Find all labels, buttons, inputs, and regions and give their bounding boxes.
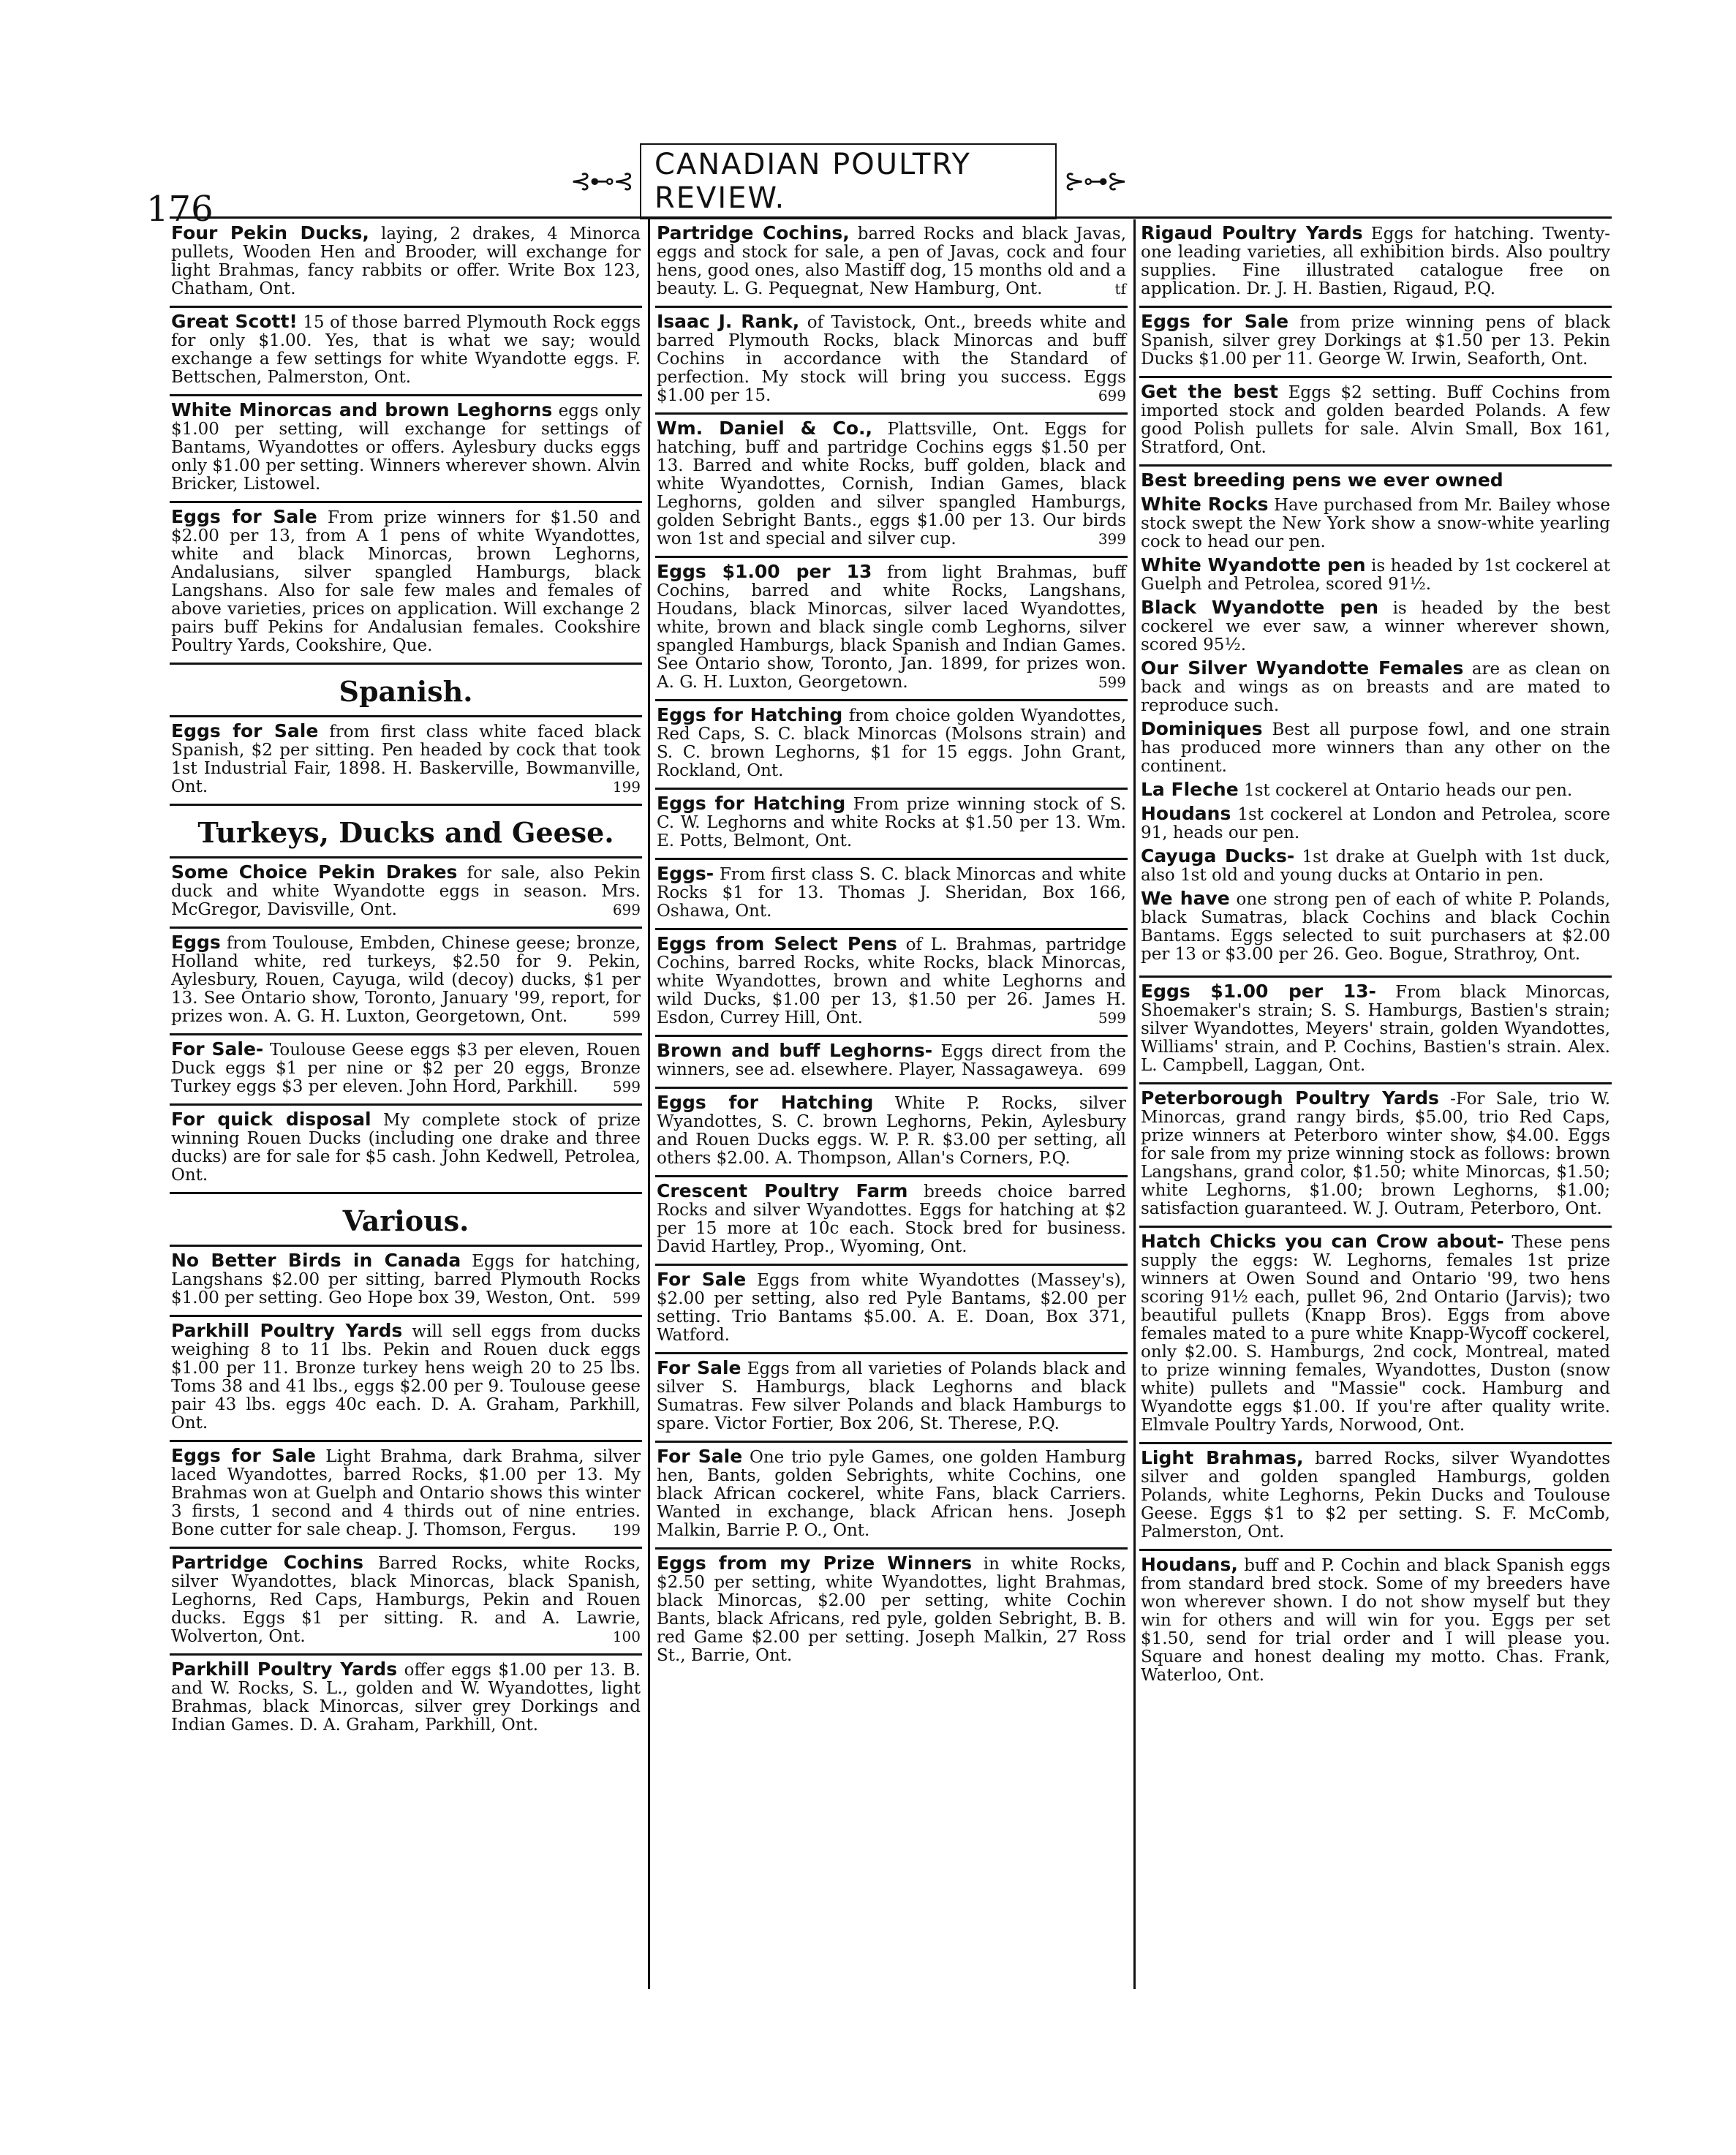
advertisement-text: will sell eggs from ducks weighing 8 to 11 lbs. Pekin and Rouen duck eggs $1.00 per 11. Bronze turkey hens weigh 20 to 25 lbs. Toms 38 and 41 lbs., eggs $2.00 per 9. Toulouse geese pair 43 lbs. eggs 40c each. D. A. Graham, Parkhill, Ont. [171,1322,641,1433]
advertisement-text: My complete stock of prize winning Rouen Ducks (including one drake and three ducks) are for sale for $5 cash. John Kedwell, Petrolea, Ont. [171,1111,641,1185]
advertisement-text: laying, 2 drakes, 4 Minorca pullets, Wooden Hen and Brooder, will exchange for light Brahmas, fancy rabbits or offer. Write Box 123, Chatham, Ont. [171,224,641,298]
advertisement-heading: For Sale- [171,1038,264,1060]
advertisement [1139,219,1612,308]
advertisement [655,1037,1128,1089]
advertisement-text: of L. Brahmas, partridge Cochins, barred Rocks, white Rocks, black Minorcas, white Wyandottes, brown and white Leghorns and wild Ducks, $1.00 per 13, $1.50 per 26. James H. Esdon, Currey Hill, Ont. [657,935,1126,1027]
advertisement [655,860,1128,930]
advertisement-entry [1141,804,1610,842]
advertisement [655,558,1128,701]
advertisement-text: Eggs for hatching. Twenty-one leading varieties, all exhibition birds. Also poultry supplies. Fine illustrated catalogue free on application. Dr. J. H. Bastien, Rigaud, P.Q. [1141,224,1610,298]
masthead-title: CANADIAN POULTRY REVIEW. [640,143,1057,219]
advertisement [170,1656,642,1739]
advertisement [170,1442,642,1549]
advertisement [655,1443,1128,1550]
advertisement [170,929,642,1035]
advertisement-text: eggs only $1.00 per setting, will exchange for settings of Bantams, Wyandottes or offers. Aylesbury ducks eggs only $1.00 per setting. Winners wherever shown. Alvin Bricker, Listowel. [171,401,641,494]
advertisement-group [1139,467,1612,978]
advertisement-text: one strong pen of each of white P. Polands, black Sumatras, black Cochins and black Cochin Bantams. Eggs selected to suit purchasers at $2.00 per 13 or $3.00 per 26. Geo. Bogue, Strathroy, Ont. [1141,890,1611,964]
page-number: 176 [146,189,214,230]
advertisement-text: barred Rocks and black Javas, eggs and stock for sale, a pen of Javas, cock and four hens, good ones, also Mastiff dog, 15 months old and a beauty. L. G. Pequegnat, New Hamburg, Ont. [657,224,1127,298]
advertisement-heading: For Sale [657,1357,741,1378]
advertisement [655,1550,1128,1669]
advertisement-text: in white Rocks, $2.50 per setting, white Wyandottes, light Brahmas, black Minorcas, $2.00 per setting, white Cochin Bants, black Africans, red pyle, golden Sebright, B. B. red Game $2.00 per setting. Joseph Malkin, 27 Ross St., Barrie, Ont. [657,1555,1126,1665]
advertisement-text: breeds choice barred Rocks and silver Wyandottes. Eggs for hatching at $2 per 15 more at 10c each. Stock bred for business. David Hartley, Prop., Wyoming, Ont. [657,1182,1126,1256]
advertisement-heading: Eggs for Sale [171,506,317,527]
advertisement-text: 1st cockerel at London and Petrolea, score 91, heads our pen. [1141,805,1611,842]
advertisement-heading: La Fleche [1141,779,1239,800]
advertisement-code: 599 [1098,673,1126,691]
advertisement-text: From black Minorcas, Shoemaker's strain; S. S. Hamburgs, Bastien's strain; silver Wyandottes, Meyers' strain, golden Wyandottes, Williams' strain, and P. Cochins, Bastien's strain. Alex. L. Campbell, Laggan, Ont. [1141,983,1610,1075]
advertisement-heading: Eggs for Sale [1141,311,1289,332]
advertisement-text: from Toulouse, Embden, Chinese geese; bronze, Holland white, red turkeys, $2.50 for 9. Pekin, Aylesbury, Rouen, Cayuga, wild (decoy) ducks, $1 per 13. See Ontario show, Toronto, January '99, report, for prizes won. A. G. H. Luxton, Georgetown, Ont. [171,934,641,1026]
advertisement-text: Toulouse Geese eggs $3 per eleven, Rouen Duck eggs $1 per nine or $2 per 20 eggs, Bronze Turkey eggs $3 per eleven. John Hord, Parkhill. [171,1041,641,1096]
advertisement-text: White P. Rocks, silver Wyandottes, S. C. brown Leghorns, Pekin, Aylesbury and Rouen Ducks eggs. W. P. R. $3.00 per setting, all others $2.00. A. Thompson, Allan's Corners, P.Q. [657,1094,1127,1168]
advertisement-heading: Eggs for Sale [171,1445,316,1466]
advertisement-heading: Our Silver Wyandotte Females [1141,657,1464,679]
advertisement-heading: Eggs for Hatching [657,1092,874,1113]
advertisement-heading: Wm. Daniel & Co., [657,418,873,439]
advertisement [170,1247,642,1317]
advertisement-heading: Best breeding pens we ever owned [1141,469,1503,491]
advertisement [655,1089,1128,1177]
advertisement-text: buff and P. Cochin and black Spanish eggs from standard bred stock. Some of my breeders have won wherever shown. I do not show myself but they win for others and will win for you. Eggs per set $1.50, send for trial order and I will please you. Square and honest dealing my motto. Chas. Frank, Waterloo, Ont. [1141,1556,1611,1685]
advertisement-heading: Eggs $1.00 per 13 [657,561,872,582]
advertisement-code: 699 [612,901,641,918]
advertisement-text: barred Rocks, silver Wyandottes silver and golden spangled Hamburgs, golden Polands, white Leghorns, Pekin Ducks and Toulouse Geese. Eggs $1 to $2 per setting. S. F. McComb, Palmerston, Ont. [1141,1449,1611,1541]
advertisement-heading: White Minorcas and brown Leghorns [171,399,553,420]
advertisement [655,790,1128,860]
advertisement [170,1035,642,1106]
advertisement-entry [1141,659,1610,715]
advertisement-heading: Brown and buff Leghorns- [657,1040,933,1061]
advertisement-heading: Eggs for Sale [171,720,319,741]
advertisement-text: is headed by the best cockerel we ever saw, a winner wherever shown, scored 95½. [1141,599,1610,654]
advertisement-heading: Eggs $1.00 per 13- [1141,981,1376,1002]
advertisement [1139,1551,1612,1689]
section-heading: Turkeys, Ducks and Geese. [170,806,642,858]
column-divider [1133,219,1136,1989]
advertisement-heading: Eggs from my Prize Winners [657,1552,973,1574]
advertisement-text: 1st cockerel at Ontario heads our pen. [1244,781,1573,800]
advertisement-heading: Four Pekin Ducks, [171,222,369,244]
advertisement [1139,978,1612,1084]
advertisement-heading: Eggs- [657,863,714,884]
advertisement [170,1549,642,1656]
column-2 [655,219,1128,1989]
advertisement-text: Eggs from white Wyandottes (Massey's), $2.00 per setting, also red Pyle Bantams, $2.00 per setting. Trio Bantams $5.00. A. E. Doan, Box 371, Watford. [657,1271,1126,1345]
advertisement-heading: Peterborough Poultry Yards [1141,1087,1439,1109]
advertisement-entry [1141,847,1610,885]
advertisement-heading: Crescent Poultry Farm [657,1180,908,1201]
advertisement [655,701,1128,790]
advertisement-text: of Tavistock, Ont., breeds white and barred Plymouth Rocks, black Minorcas and buff Cochins in accordance with the Standard of perfection. My stock will bring you success. Eggs $1.00 per 15. [657,313,1127,405]
advertisement-code: 599 [612,1078,641,1095]
advertisement-heading: We have [1141,888,1230,909]
advertisement-code: 199 [612,1521,641,1539]
advertisement-text: From prize winning stock of S. C. W. Leghorns and white Rocks at $1.50 per 13. Wm. E. Potts, Belmont, Ont. [657,795,1126,850]
advertisement-text: Eggs $2 setting. Buff Cochins from imported stock and golden bearded Polands. A few good Polish pullets for sale. Alvin Small, Box 161, Stratford, Ont. [1141,383,1611,457]
advertisement-heading: Eggs for Hatching [657,793,846,814]
advertisement [655,1266,1128,1354]
advertisement-code: 599 [1098,1009,1126,1027]
advertisement-entry [1141,556,1610,594]
advertisement-heading: Black Wyandotte pen [1141,597,1378,618]
advertisement-heading: Houdans, [1141,1554,1238,1575]
advertisement-heading: Isaac J. Rank, [657,311,800,332]
advertisement-heading: Eggs from Select Pens [657,933,897,954]
advertisement [1139,1444,1612,1551]
advertisement-entry [1141,471,1610,491]
advertisement-text: 15 of those barred Plymouth Rock eggs for only $1.00. Yes, that is what we say; would exchange a few settings for white Wyandotte eggs. F. Bettschen, Palmerston, Ont. [171,313,641,387]
advertisement-heading: Get the best [1141,381,1279,402]
advertisement-entry [1141,720,1610,776]
advertisement-text: 1st drake at Guelph with 1st duck, also 1st old and young ducks at Ontario in pen. [1141,848,1611,885]
advertisement-code: tf [1114,280,1126,298]
advertisement-heading: For quick disposal [171,1109,371,1130]
advertisement-text: One trio pyle Games, one golden Hamburg hen, Bants, golden Sebrights, white Cochins, one black African cockerel, white Fans, black Carriers. Wanted in exchange, black African hens. Joseph Malkin, Barrie P. O., Ont. [657,1448,1126,1540]
advertisement-text: from choice golden Wyandottes, Red Caps, S. C. black Minorcas (Molsons strain) and S. C. brown Leghorns, $1 for 15 eggs. John Grant, Rockland, Ont. [657,706,1127,780]
advertisement [655,308,1128,415]
advertisement-text: Plattsville, Ont. Eggs for hatching, buff and partridge Cochins eggs $1.50 per 13. Barred and white Rocks, buff golden, black and white Wyandottes, Cornish, Indian Games, black Leghorns, golden and silver spangled Hamburgs, golden Sebright Bants., eggs $1.00 per 13. Our birds won 1st and special and silver cup. [657,420,1126,548]
section-heading: Spanish. [170,665,642,717]
advertisement [655,1177,1128,1266]
column-3 [1139,219,1612,1989]
advertisement-text: Eggs direct from the winners, see ad. elsewhere. Player, Nassagaweya. [657,1042,1126,1079]
advertisement [170,1317,642,1442]
advertisement-text: From first class S. C. black Minorcas and white Rocks $1 for 13. Thomas J. Sheridan, Box 166, Oshawa, Ont. [657,865,1127,921]
advertisement-text: Light Brahma, dark Brahma, silver laced Wyandottes, barred Rocks, $1.00 per 13. My Brahmas won at Guelph and Ontario shows this winter 3 firsts, 1 second and 4 thirds out of nine entries. Bone cutter for sale cheap. J. Thomson, Fergus. [171,1447,641,1539]
advertisement-text: -For Sale, trio W. Minorcas, grand rangy birds, $5.00, trio Red Caps, prize winners at Peterboro winter show, $4.00. Eggs for sale from my prize winning stock as follows: brown Langshans, grand color, $1.50; white Minorcas, $1.50; white Leghorns, $1.00; brown Leghorns, $1.00; satisfaction guaranteed. W. J. Outram, Peterboro, Ont. [1141,1090,1611,1218]
advertisement-text: Eggs for hatching, Langshans $2.00 per sitting, barred Plymouth Rocks $1.00 per setting. Geo Hope box 39, Weston, Ont. [171,1252,641,1307]
section-heading: Various. [170,1194,642,1247]
masthead-ornament-left: ⊰⊷⊰ [570,167,633,196]
advertisement [170,219,642,308]
advertisement [170,308,642,396]
advertisement [1139,378,1612,467]
advertisement-entry [1141,598,1610,654]
advertisement-text: Barred Rocks, white Rocks, silver Wyandottes, black Minorcas, black Spanish, Leghorns, Red Caps, Hamburgs, Pekin and Rouen ducks. Eggs $1 per sitting. R. and A. Lawrie, Wolverton, Ont. [171,1554,641,1646]
advertisement-heading: White Rocks [1141,494,1269,515]
advertisement-entry [1141,889,1610,964]
advertisement-text: is headed by 1st cockerel at Guelph and Petrolea, scored 91½. [1141,556,1611,594]
advertisement [170,396,642,503]
advertisement-text: offer eggs $1.00 per 13. B. and W. Rocks, S. L., golden and W. Wyandottes, light Brahmas, black Minorcas, silver grey Dorkings and Indian Games. D. A. Graham, Parkhill, Ont. [171,1661,641,1735]
column-1 [170,219,642,1989]
advertisement-heading: Great Scott! [171,311,298,332]
advertisement-text: from prize winning pens of black Spanish, silver grey Dorkings at $1.50 per 13. Pekin Ducks $1.00 per 11. George W. Irwin, Seaforth, Ont. [1141,313,1610,369]
advertisement-text: Best all purpose fowl, and one strain has produced more winners than any other on the continent. [1141,720,1610,776]
advertisement-heading: Light Brahmas, [1141,1447,1304,1468]
advertisement-heading: For Sale [657,1269,747,1290]
advertisement-heading: Partridge Cochins, [657,222,850,244]
advertisement-text: from first class white faced black Spanish, $2 per sitting. Pen headed by cock that took 1st Industrial Fair, 1898. H. Baskerville, Bowmanville, Ont. [171,722,641,796]
advertisement-text: Have purchased from Mr. Bailey whose stock swept the New York show a snow-white yearling cock to head our pen. [1141,496,1610,551]
advertisement [1139,1084,1612,1228]
advertisement [170,503,642,665]
advertisement-code: 399 [1098,530,1126,548]
advertisement-heading: Houdans [1141,803,1231,824]
advertisement-code: 699 [1098,1061,1126,1079]
advertisement-heading: No Better Birds in Canada [171,1250,461,1271]
advertisement-code: 599 [612,1289,641,1307]
advertisement-entry [1141,780,1610,800]
top-rule [170,216,1612,219]
advertisement-heading: Cayuga Ducks- [1141,845,1295,867]
advertisement-entry [1141,495,1610,551]
advertisement-heading: Parkhill Poultry Yards [171,1658,398,1680]
advertisement-heading: Partridge Cochins [171,1552,364,1573]
advertisement-heading: White Wyandotte pen [1141,554,1366,575]
advertisement-heading: Eggs [171,932,221,953]
advertisement-code: 199 [612,778,641,796]
advertisement-text: from light Brahmas, buff Cochins, barred and white Rocks, Langshans, Houdans, black Minorcas, silver laced Wyandottes, white, brown and black single comb Leghorns, silver spangled Hamburgs, black Spanish and Indian Games. See Ontario show, Toronto, Jan. 1899, for prizes won. A. G. H. Luxton, Georgetown. [657,563,1126,692]
advertisement-text: for sale, also Pekin duck and white Wyandotte eggs in season. Mrs. McGregor, Davisville, Ont. [171,864,641,919]
advertisement-code: 699 [1098,387,1126,404]
advertisement [1139,308,1612,378]
advertisement-text: are as clean on back and wings as on breasts and are mated to reproduce such. [1141,660,1610,715]
advertisement-heading: Eggs for Hatching [657,704,843,725]
advertisement-heading: Dominiques [1141,718,1263,739]
advertisement [655,1354,1128,1443]
advertisement [170,858,642,929]
advertisement-heading: Parkhill Poultry Yards [171,1320,403,1341]
advertisement [1139,1228,1612,1444]
advertisement-heading: Some Choice Pekin Drakes [171,861,458,883]
advertisement-heading: Rigaud Poultry Yards [1141,222,1363,244]
advertisement-text: From prize winners for $1.50 and $2.00 per 13, from A 1 pens of white Wyandottes, white and black Minorcas, brown Leghorns, Andalusians, silver spangled Hamburgs, black Langshans. Also for sale few males and females of above varieties, prices on application. Will exchange 2 pairs buff Pekins for Andalusian females. Cookshire Poultry Yards, Cookshire, Que. [171,508,641,655]
advertisement [655,415,1128,558]
advertisement [170,1106,642,1194]
advertisement-heading: Hatch Chicks you can Crow about- [1141,1231,1504,1252]
masthead-ornament-right: ⊱⊶⊱ [1064,167,1126,196]
advertisement-heading: For Sale [657,1446,743,1467]
advertisement-code: 599 [612,1008,641,1025]
advertisement [655,930,1128,1037]
advertisement-text: Eggs from all varieties of Polands black and silver S. Hamburgs, black Leghorns and black Sumatras. Few silver Polands and black Hamburgs to spare. Victor Fortier, Box 206, St. Therese, P.Q. [657,1359,1126,1433]
advertisement [170,717,642,806]
masthead [570,148,1126,215]
advertisement-text: These pens supply the eggs: W. Leghorns, females 1st prize winners at Owen Sound and Ontario '99, two hens scoring 91½ each, pullet 96, 2nd Ontario (Jarvis); two beautiful pullets (Knapp Bros). Eggs from above females mated to a pure white Knapp-Wycoff cockerel, only $2.00. S. Hamburgs, 2nd cock, Montreal, mated to prize winning females, Wyandottes, Duston (snow white) pullets and "Massie" cock. Hamburg and Wyandotte eggs $1.00. If you're after quality write. Elmvale Poultry Yards, Norwood, Ont. [1141,1233,1610,1435]
advertisement [655,219,1128,308]
column-divider [648,219,650,1989]
advertisement-code: 100 [612,1628,641,1645]
